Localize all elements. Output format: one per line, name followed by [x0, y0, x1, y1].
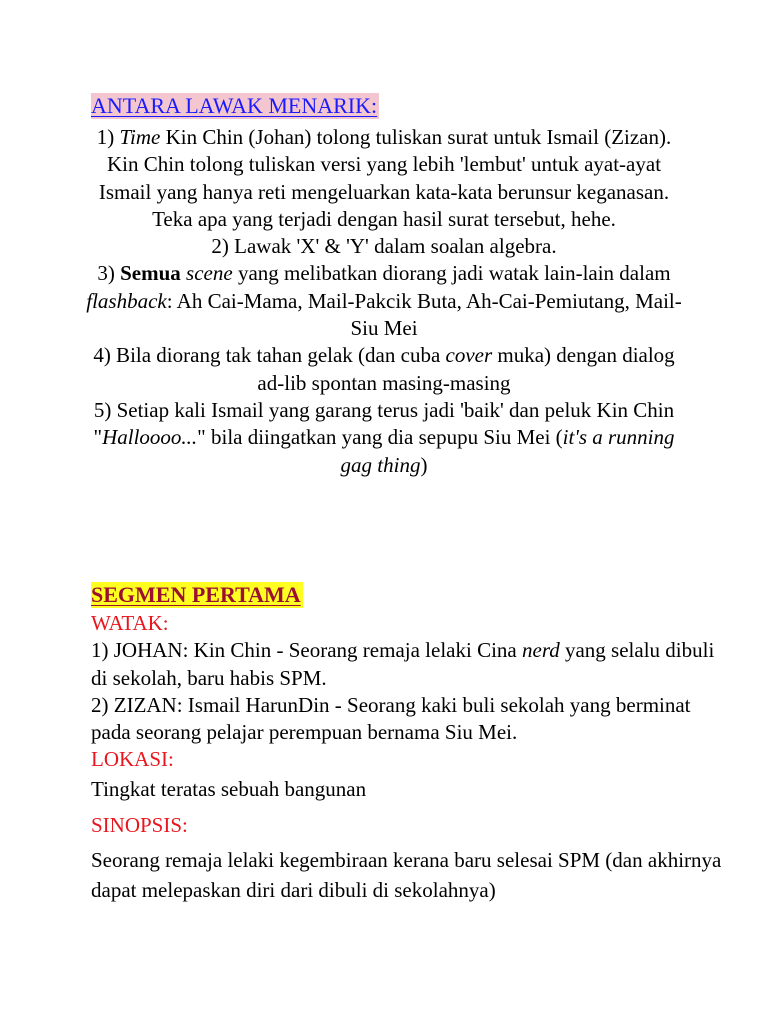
text-run: yang melibatkan diorang jadi watak lain-lain dalam: [232, 261, 671, 286]
joke-item: [86, 233, 682, 260]
characters-label: WATAK:: [91, 611, 169, 635]
text-run: muka) dengan dialog ad-lib spontan masing-masing: [257, 343, 675, 395]
character-item: [91, 637, 731, 692]
text-run: 5) Setiap kali Ismail yang garang terus jadi 'baik' dan peluk Kin Chin ": [93, 397, 675, 450]
italic-text: cover: [445, 343, 493, 368]
section-heading-funny-parts: ANTARA LAWAK MENARIK:: [91, 93, 378, 118]
joke-item: [86, 260, 682, 342]
synopsis-block: [91, 812, 731, 905]
text-run: 3): [97, 261, 121, 286]
characters-block: [91, 610, 731, 803]
text-run: : Ah Cai-Mama, Mail-Pakcik Buta, Ah-Cai-Pemiutang, Mail-Siu Mei: [166, 288, 682, 341]
text-run: 2) Lawak 'X' & 'Y' dalam soalan algebra.: [211, 234, 557, 259]
text-run: 4) Bila diorang tak tahan gelak (dan cuba: [93, 343, 446, 368]
text-run: 2) ZIZAN: Ismail HarunDin - Seorang kaki buli sekolah yang berminat pada seorang pelajar perempuan bernama Siu Mei.: [91, 692, 691, 745]
jokes-list: [86, 124, 682, 479]
italic-text: flashback: [86, 288, 167, 313]
joke-item: [86, 342, 682, 397]
location-label: LOKASI:: [91, 747, 174, 772]
italic-text: scene: [186, 261, 233, 286]
text-run: 1): [96, 125, 120, 149]
synopsis-label: SINOPSIS:: [91, 813, 188, 837]
text-run: 1) JOHAN: Kin Chin - Seorang remaja lelaki Cina: [91, 638, 522, 663]
location-text: Tingkat teratas sebuah bangunan: [91, 776, 367, 801]
synopsis-text: Seorang remaja lelaki kegembiraan kerana baru selesai SPM (dan akhirnya dapat melepaskan diri dari dibuli di sekolahnya): [91, 848, 722, 903]
bold-text: Semua: [120, 261, 181, 286]
italic-text: Time: [119, 125, 161, 149]
joke-item: [86, 124, 682, 233]
text-run: ): [420, 452, 428, 477]
joke-item: [86, 397, 682, 479]
italic-text: it's a running gag thing: [340, 425, 675, 477]
italic-text: Halloooo...: [102, 425, 198, 450]
italic-text: nerd: [522, 638, 560, 663]
section-heading-first-segment: SEGMEN PERTAMA: [91, 582, 301, 607]
text-run: Kin Chin (Johan) tolong tuliskan surat untuk Ismail (Zizan). Kin Chin tolong tuliskan versi yang lebih 'lembut' untuk ayat-ayat Ismail yang hanya reti mengeluarkan kata-kata berunsur keganasan. Teka apa yang terjadi dengan hasil surat tersebut, hehe.: [98, 125, 672, 231]
text-run: " bila diingatkan yang dia sepupu Siu Mei (: [197, 425, 563, 450]
character-item: [91, 692, 731, 747]
text-run: yang selalu dibuli di sekolah, baru habis SPM.: [91, 638, 715, 690]
